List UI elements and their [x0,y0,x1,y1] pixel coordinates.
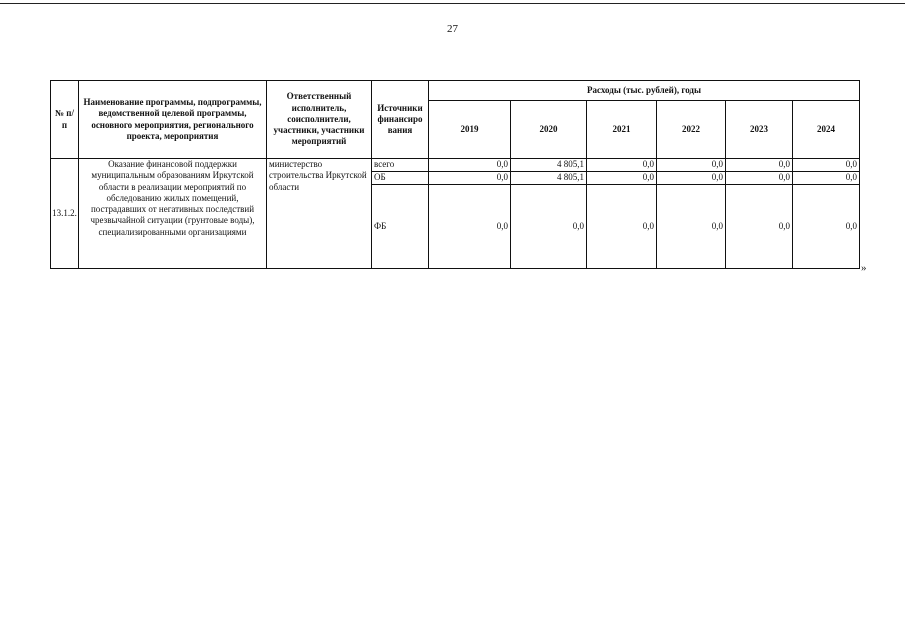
ob-2022: 0,0 [657,172,726,185]
row-code: 13.1.2. [51,159,79,269]
header-year-2020: 2020 [511,101,587,159]
fb-2019: 0,0 [429,185,511,269]
header-year-2024: 2024 [793,101,860,159]
header-responsible: Ответственный исполнитель, соисполнители, участники, участники мероприятий [267,81,372,159]
top-rule [0,3,905,4]
total-2022: 0,0 [657,159,726,172]
closing-quote-mark: » [861,262,867,274]
ob-2020: 4 805,1 [511,172,587,185]
total-2023: 0,0 [726,159,793,172]
fb-2020: 0,0 [511,185,587,269]
ob-2023: 0,0 [726,172,793,185]
fb-2023: 0,0 [726,185,793,269]
header-name: Наименование программы, подпрограммы, ведомственной целевой программы, основного мероприятия, регионального проекта, мероприятия [79,81,267,159]
expenses-table [50,80,860,269]
header-year-2021: 2021 [587,101,657,159]
source-label-fb: ФБ [372,185,429,269]
page-number: 27 [447,23,458,35]
ob-2021: 0,0 [587,172,657,185]
fb-2021: 0,0 [587,185,657,269]
total-2021: 0,0 [587,159,657,172]
source-label-ob: ОБ [372,172,429,185]
row-name: Оказание финансовой поддержки муниципальным образованиям Иркутской области в реализации мероприятий по обследованию жилых помещений, пострадавших от негативных последствий чрезвычайной ситуации (грунтовые воды), специализированными организациями [79,159,267,269]
header-year-2019: 2019 [429,101,511,159]
fb-2024: 0,0 [793,185,860,269]
header-expenses: Расходы (тыс. рублей), годы [429,81,860,101]
fb-2022: 0,0 [657,185,726,269]
total-2020: 4 805,1 [511,159,587,172]
header-year-2023: 2023 [726,101,793,159]
header-no: № п/п [51,81,79,159]
source-label-total: всего [372,159,429,172]
ob-2019: 0,0 [429,172,511,185]
total-2019: 0,0 [429,159,511,172]
row-responsible: министерство строительства Иркутской области [267,159,372,269]
header-year-2022: 2022 [657,101,726,159]
total-2024: 0,0 [793,159,860,172]
ob-2024: 0,0 [793,172,860,185]
header-source: Источники финансиро вания [372,81,429,159]
table-row-total [51,159,860,172]
